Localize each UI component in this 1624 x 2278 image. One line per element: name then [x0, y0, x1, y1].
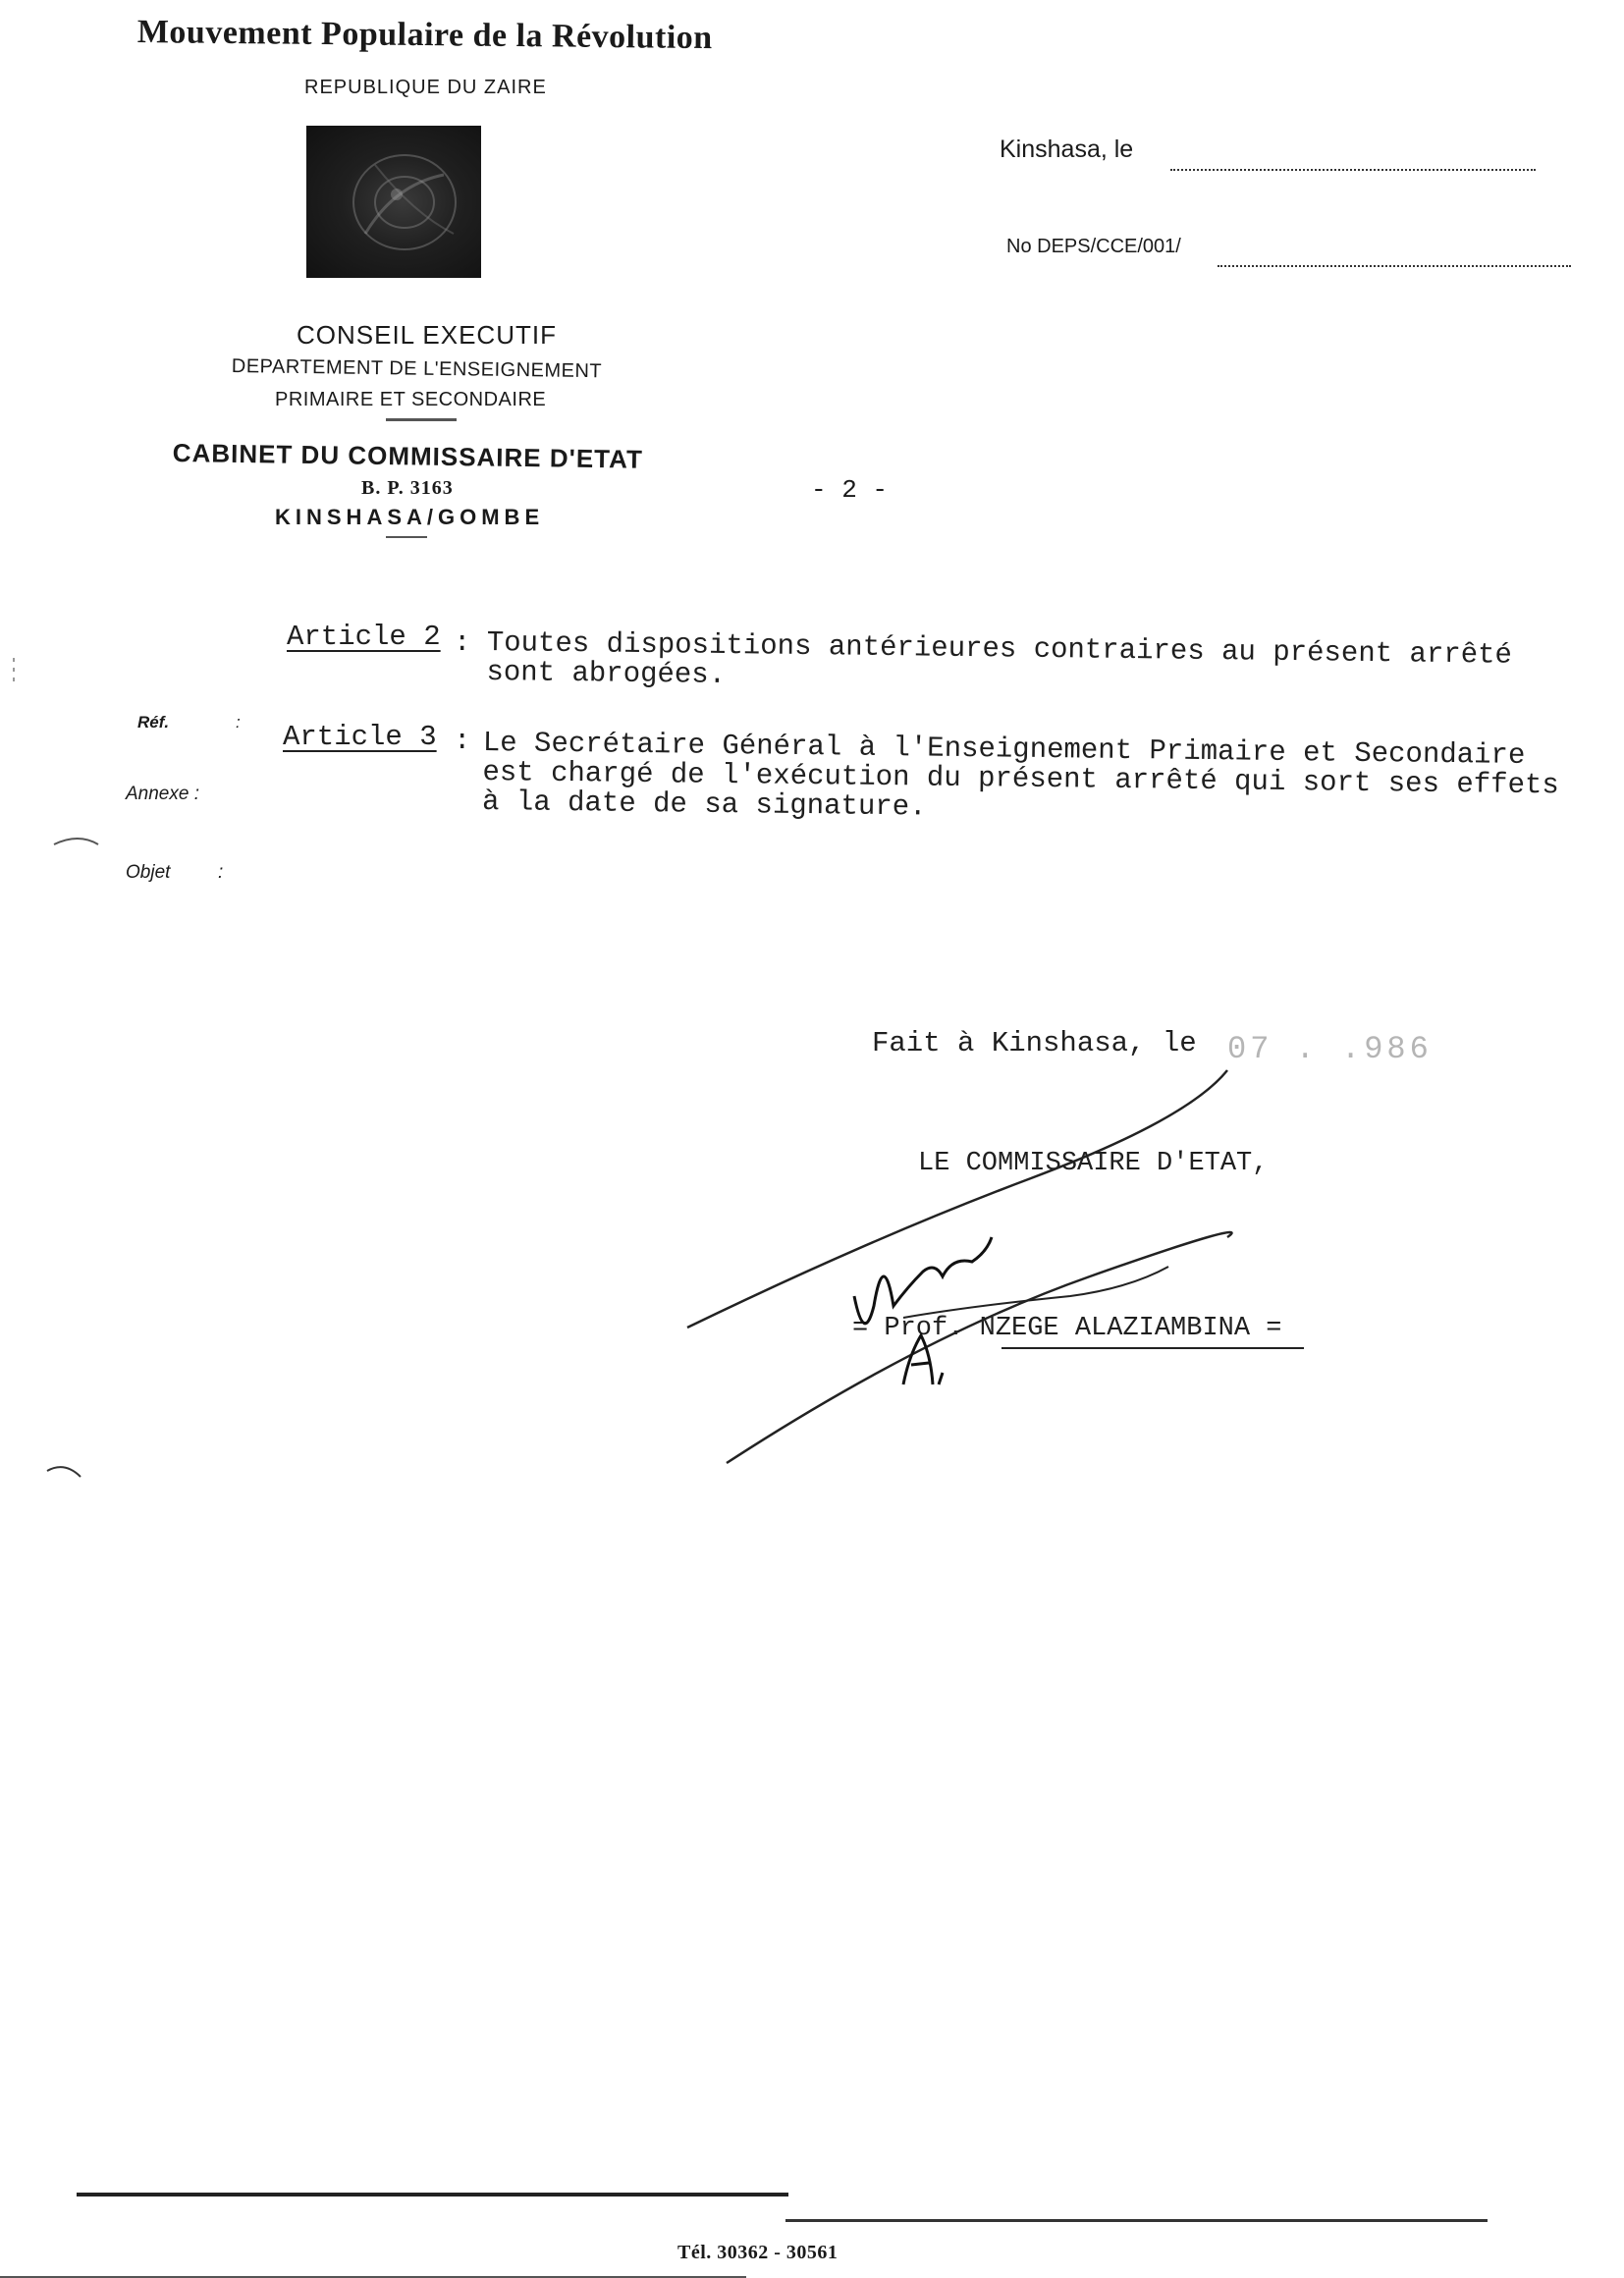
article-3-text: Le Secrétaire Général à l'Enseignement Primaire et Secondaire est chargé de l'exécution du présent arrêté qui sort ses effets à la date de sa signature. — [481, 727, 1559, 824]
signatory-title: LE COMMISSAIRE D'ETAT, — [918, 1149, 1269, 1178]
ref-colon: : — [236, 713, 241, 732]
footer-rule — [785, 2219, 1488, 2222]
reference-number: No DEPS/CCE/001/ — [1006, 236, 1181, 257]
national-emblem-icon — [306, 126, 481, 278]
cabinet-name: CABINET DU COMMISSAIRE D'ETAT — [172, 438, 644, 474]
objet-label: Objet — [126, 862, 171, 883]
objet-colon: : — [218, 862, 224, 883]
article-3-separator: : — [454, 725, 471, 757]
handwritten-signature-icon — [677, 1060, 1267, 1473]
stamped-date: 07 . .986 — [1227, 1031, 1433, 1067]
divider — [386, 418, 457, 421]
organization-name: Mouvement Populaire de la Révolution — [136, 14, 713, 57]
page-number: - 2 - — [811, 475, 889, 505]
margin-marks — [0, 648, 118, 1492]
footer-rule — [77, 2193, 788, 2197]
department-line-2: PRIMAIRE ET SECONDAIRE — [275, 389, 547, 410]
department-line-1: DEPARTEMENT DE L'ENSEIGNEMENT — [231, 355, 603, 383]
republic-name: REPUBLIQUE DU ZAIRE — [304, 77, 547, 98]
article-2-label: Article 2 — [287, 621, 441, 653]
city-name: KINSHASA/GOMBE — [275, 505, 545, 529]
place-date-signature: Fait à Kinshasa, le — [872, 1027, 1197, 1059]
article-2-text: Toutes dispositions antérieures contraires au présent arrêté sont abrogées. — [486, 626, 1513, 691]
reference-fill-line — [1218, 265, 1571, 267]
date-fill-line — [1170, 169, 1536, 171]
divider — [386, 536, 427, 538]
article-3-label: Article 3 — [283, 721, 437, 753]
annexe-label: Annexe : — [126, 784, 199, 804]
emblem-graphic — [306, 126, 481, 278]
telephone-numbers: Tél. 30362 - 30561 — [677, 2242, 839, 2263]
council-name: CONSEIL EXECUTIF — [297, 320, 557, 350]
place-date-label: Kinshasa, le — [1000, 136, 1134, 163]
po-box: B. P. 3163 — [361, 477, 454, 499]
ref-label: Réf. — [137, 713, 170, 732]
article-2-separator: : — [454, 626, 471, 659]
signatory-name: = Prof. NZEGE ALAZIAMBINA = — [852, 1314, 1282, 1343]
